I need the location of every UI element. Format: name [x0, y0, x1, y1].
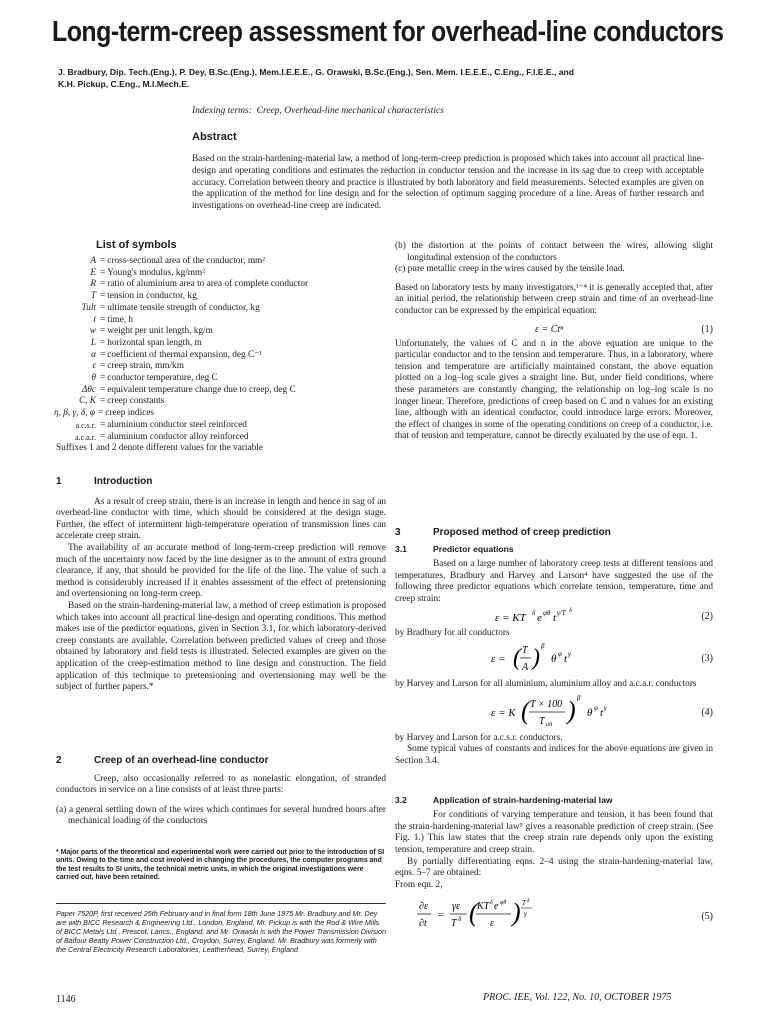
symbol-definition: ratio of aluminium area to area of complete conductor	[107, 279, 309, 290]
svg-text:∂ε: ∂ε	[419, 901, 428, 913]
paper-title: Long-term-creep assessment for overhead-line conductors	[52, 16, 724, 48]
journal-citation: PROC. IEE, Vol. 122, No. 10, OCTOBER 1975	[483, 992, 672, 1003]
paragraph: From eqn. 2,	[395, 879, 443, 890]
symbol: η, β, γ, δ, φ	[54, 408, 95, 419]
svg-text:γ/T: γ/T	[557, 608, 566, 617]
symbol: α	[91, 349, 96, 360]
equation-1	[395, 321, 713, 339]
symbol: ε	[92, 361, 96, 372]
svg-text:ε: ε	[490, 918, 494, 930]
equals-sign: =	[100, 384, 106, 395]
paper-info: Paper 7520P, first received 25th February and in final form 18th June 1975 Mr. Bradbury and Mr. Dey are with BICC Research & Engineering Ltd., London, England, Mr. Pickup is with the Rod & Wire Mills of BICC Metals Ltd., Prescot, Lancs., England, and Mr. Orawski is with the Power Transmission Division of Balfour Beatty Power Construction Ltd., Croydon, Surrey, England. Mr. Bradbury was formerly with the Central Electricity Research Laboratories, Leatherhead, Surrey, England	[56, 909, 386, 955]
equals-sign: =	[100, 431, 106, 442]
equals-sign: =	[100, 256, 106, 266]
equation-text: ε = Ctⁿ	[535, 323, 564, 335]
svg-text:ε =: ε =	[491, 653, 506, 666]
section-3	[395, 527, 713, 935]
svg-text:φ: φ	[558, 650, 562, 659]
svg-text:γ: γ	[604, 703, 607, 712]
svg-text:γε: γε	[452, 901, 460, 913]
symbol-row	[56, 315, 386, 327]
svg-text:t: t	[553, 611, 557, 624]
page-number: 1146	[56, 994, 76, 1005]
indexing-terms	[192, 106, 712, 116]
equals-sign: =	[100, 314, 106, 325]
paragraph: By partially differentiating eqns. 2–4 using the strain-hardening-material law, eqns. 5–7 are obtained:	[395, 856, 713, 879]
paragraph: Unfortunately, the values of C and n in the above equation are unique to the particular conductor and to the tension and temperature. Thus, in a laboratory, where tension and temperature are artificially maintained constant, the above equation plotted on a log–log scale gives a straight line. But, under field conditions, where these parameters are constantly changing, the relationship on log–log scale is no longer linear. Therefore, predictions of creep based on C and n values for an existing line, although with an identical conductor, could introduce large errors. Moreover, the effect of changes in some of the operating conditions on creep of a conductor, i.e. that of tension and temperature, cannot be directly evaluated by the use of eqn. 1.	[395, 338, 713, 442]
symbol-definition: creep strain, mm/km	[107, 361, 184, 372]
equation-4-formula	[491, 691, 711, 733]
symbol-row	[56, 432, 386, 444]
symbol-row	[56, 326, 386, 338]
paragraph: For conditions of varying temperature and tension, it has been found that the strain-hardening-material law⁵ gives a reasonable prediction of creep strain. (See Fig. 1.) This law states that the creep strain rate depends only upon the existing tension, temperature and creep strain.	[395, 810, 713, 855]
equals-sign: =	[100, 419, 106, 430]
symbol-row	[56, 408, 386, 420]
equation-number: (5)	[701, 911, 713, 923]
section-2-continued	[395, 241, 713, 443]
svg-text:(: (	[521, 695, 530, 725]
symbol-row	[56, 291, 386, 303]
symbol-definition: horizontal span length, m	[107, 337, 202, 348]
svg-text:φ: φ	[594, 703, 598, 712]
symbol-row	[56, 361, 386, 373]
svg-text:∂t: ∂t	[419, 918, 427, 930]
svg-text:T: T	[539, 715, 545, 727]
equation-number: (4)	[701, 706, 713, 718]
symbol-row	[56, 268, 386, 280]
section-1	[56, 476, 386, 694]
symbol: a.c.s.r.	[75, 420, 96, 430]
svg-text:θ: θ	[551, 653, 557, 666]
symbol-definition: weight per unit length, kg/m	[107, 326, 213, 337]
svg-text:T: T	[451, 918, 457, 930]
equals-sign: =	[98, 408, 104, 419]
symbol-row	[56, 279, 386, 291]
symbol-row	[56, 396, 386, 408]
abstract-body: Based on the strain-hardening-material law, a method of long-term-creep prediction is proposed which takes into account all practical line-design and operating conditions and estimates the reduction in conductor tension and the increase in its sag due to creep with acceptable accuracy. Correlation between theory and practice is illustrated by both laboratory and field measurements. Selected examples are given on the application of the method for line design and for the selection of optimum sagging procedure of a line. Areas of further research and investigations on overhead-line creep are indicated.	[192, 153, 704, 211]
symbol-definition: equivalent temperature change due to creep, deg C	[107, 384, 296, 395]
symbol-definition: creep indices	[105, 408, 155, 419]
section-heading: Proposed method of creep prediction	[433, 527, 611, 538]
equation-5	[395, 895, 713, 935]
symbol-definition: coefficient of thermal expansion, deg C⁻¹	[107, 349, 262, 360]
paragraph: Based on the strain-hardening-material law, a method of creep estimation is proposed which takes into account all practical line-design and operating conditions. This method makes use of the predictor equations, given in Section 3.1, for which laboratory-derived creep constants are available. Correlation between predicted values of creep and those obtained by laboratory and field tests is illustrated. Selected examples are given on the application of the creep-estimation method to line design and construction. The field application of this technique to pretensioning and overtensioning may well be the subject of further papers.*	[56, 600, 386, 693]
symbol: R	[90, 279, 96, 290]
equals-sign: =	[100, 279, 106, 290]
symbol-definition: aluminium conductor steel reinforced	[107, 419, 247, 430]
svg-text:φθ: φθ	[543, 608, 551, 617]
symbol-definition: cross-sectional area of the conductor, mm²	[107, 256, 266, 266]
symbol: t	[93, 314, 96, 325]
svg-text:T: T	[522, 645, 528, 657]
equation-3	[395, 639, 713, 679]
svg-text:γ: γ	[568, 650, 571, 659]
footnote: * Major parts of the theoretical and experimental work were carried out prior to the introduction of SI units. Owing to the time and cost involved in changing the procedures, the computer programs and the test results to SI units, the technical metric units, in which the original investigations were carried out, have been retained.	[56, 849, 385, 882]
equals-sign: =	[100, 373, 106, 384]
abstract-heading: Abstract	[192, 131, 237, 143]
svg-text:T: T	[522, 899, 526, 908]
symbol-row	[56, 338, 386, 350]
footnote-rule	[56, 903, 386, 904]
svg-text:KT: KT	[477, 901, 490, 913]
equation-note: by Bradbury for all conductors	[395, 627, 510, 638]
paragraph: Some typical values of constants and indices for the above equations are given in Section 3.4.	[395, 744, 713, 766]
symbol-definition: creep constants	[107, 396, 165, 407]
svg-text:δ: δ	[532, 608, 536, 617]
svg-text:t: t	[564, 653, 568, 666]
equals-sign: =	[100, 326, 106, 337]
svg-text:δ: δ	[490, 900, 493, 907]
list-item-a: (a) a general settling down of the wires which continues for several hundred hours after mechanical loading of the conductors	[56, 804, 386, 827]
subsection-number: 3.2	[395, 794, 407, 805]
section-number: 1	[56, 476, 62, 487]
subsection-heading: Application of strain-hardening-material law	[433, 794, 613, 805]
symbol-row	[56, 385, 386, 397]
equation-note: by Harvey and Larson for all aluminium, aluminium alloy and a.c.a.r. conductors	[395, 679, 697, 690]
equation-note: by Harvey and Larson for a.c.s.r. conductors.	[395, 732, 563, 743]
list-item-b: (b) the distortion at the points of contact between the wires, allowing slight longitudinal extension of the conductors	[395, 241, 713, 263]
indexing-value: Creep, Overhead-line mechanical characteristics	[256, 106, 444, 116]
equals-sign: =	[100, 396, 106, 407]
svg-text:ε = KT: ε = KT	[495, 611, 526, 624]
symbol: A	[90, 256, 96, 266]
svg-text:A: A	[522, 662, 529, 674]
symbol: E	[90, 267, 96, 278]
symbol-definition: tension in conductor, kg	[107, 291, 197, 302]
subsection-number: 3.1	[395, 543, 407, 554]
equation-4	[395, 691, 713, 733]
svg-text:(: (	[469, 898, 478, 928]
symbol: L	[90, 337, 96, 348]
svg-text:ε = K: ε = K	[491, 706, 516, 719]
indexing-label: Indexing terms:	[192, 106, 252, 116]
paragraph: Creep, also occasionally referred to as nonelastic elongation, of stranded conductors in service on a line consists of at least three parts:	[56, 773, 386, 796]
equals-sign: =	[100, 291, 106, 302]
equals-sign: =	[100, 349, 106, 360]
section-heading: Creep of an overhead-line conductor	[94, 755, 269, 766]
symbol-definition: time, h	[107, 314, 134, 325]
svg-text:e: e	[494, 901, 499, 913]
svg-text:ult: ult	[546, 721, 553, 728]
equals-sign: =	[100, 302, 106, 313]
symbols-list	[56, 256, 386, 455]
symbol-definition: aluminium conductor alloy reinforced	[107, 431, 249, 442]
symbol: Tult	[81, 302, 96, 313]
equals-sign: =	[100, 337, 106, 348]
author-line: J. Bradbury, Dip. Tech.(Eng.), P. Dey, B.Sc.(Eng.), Mem.I.E.E.E., G. Orawski, B.Sc.(Eng.), Sen. Mem. I.E.E.E., C.Eng., F.I.E.E., and	[58, 67, 575, 77]
paragraph: Based on laboratory tests by many investigators,¹⁻⁴ it is generally accepted that, after an initial period, the relationship between creep strain and time of an overhead-line conductor can be expressed by the empirical equation:	[395, 282, 713, 316]
svg-text:): )	[512, 898, 521, 928]
svg-text:=: =	[437, 909, 445, 922]
symbol: Δθc	[81, 384, 96, 395]
section-2	[56, 755, 386, 828]
equation-5-formula	[417, 895, 647, 935]
svg-text:T × 100: T × 100	[530, 698, 563, 710]
symbol-definition: conductor temperature, deg C	[107, 373, 218, 384]
equals-sign: =	[100, 267, 106, 278]
section-heading: Introduction	[94, 476, 153, 487]
svg-text:γ: γ	[524, 910, 527, 919]
author-line: K.H. Pickup, C.Eng., M.I.Mech.E.	[58, 79, 190, 89]
symbol: a.c.a.r.	[75, 432, 96, 442]
section-number: 2	[56, 755, 62, 766]
symbol: T	[90, 291, 96, 302]
subsection-heading: Predictor equations	[433, 543, 514, 554]
svg-text:e: e	[537, 611, 542, 624]
symbol: w	[89, 326, 96, 337]
paragraph: As a result of creep strain, there is an increase in length and hence in sag of an overhead-line conductor with time, which should be considered at the design stage. Further, the effect of intermittent high-temperature operation of transmission lines can accelerate creep strain.	[56, 496, 386, 542]
equation-2	[395, 606, 713, 628]
symbol: C, K	[78, 396, 96, 407]
svg-text:t: t	[600, 706, 604, 719]
symbol: θ	[91, 373, 96, 384]
svg-text:δ: δ	[527, 899, 530, 905]
symbol-row	[56, 256, 386, 268]
equation-2-formula	[495, 606, 695, 628]
author-list	[58, 66, 718, 90]
svg-text:): )	[567, 695, 576, 725]
equals-sign: =	[100, 361, 106, 372]
equation-number: (2)	[701, 610, 713, 622]
svg-text:β: β	[541, 642, 545, 651]
svg-text:β: β	[577, 693, 581, 702]
symbol-definition: Young's modulus, kg/mm²	[107, 267, 206, 278]
paragraph: The availability of an accurate method of long-term-creep prediction will remove much of the uncertainty now faced by the line designer as to the amount of extra ground clearance, if any, that should be provided for the life of the line. The value of such a method is considerably increased if it enables assessment of the effect of pretensioning and overtensioning on long-term creep.	[56, 542, 386, 600]
symbol-row	[56, 303, 386, 315]
symbol-row	[56, 350, 386, 362]
equation-3-formula	[491, 639, 691, 679]
svg-text:(: (	[513, 645, 521, 672]
symbol-row	[56, 420, 386, 432]
symbols-suffixes: Suffixes 1 and 2 denote different values for the variable	[56, 443, 263, 454]
svg-text:δ: δ	[458, 915, 462, 924]
svg-text:φθ: φθ	[500, 900, 507, 907]
symbol-definition: ultimate tensile strength of conductor, kg	[107, 302, 260, 313]
symbols-heading: List of symbols	[96, 239, 177, 251]
svg-text:θ: θ	[587, 706, 593, 719]
equation-number: (1)	[701, 323, 713, 335]
equation-number: (3)	[701, 653, 713, 665]
svg-text:): )	[532, 645, 540, 672]
list-item-c: (c) pure metallic creep in the wires caused by the tensile load.	[395, 264, 625, 275]
symbol-row	[56, 373, 386, 385]
section-number: 3	[395, 527, 401, 538]
paragraph: Based on a large number of laboratory creep tests at different tensions and temperatures, Bradbury and Harvey and Larson⁴ have suggested the use of the following three predictor equations which correlate tension, temperature, time and creep strain:	[395, 559, 713, 604]
svg-text:δ: δ	[569, 607, 572, 614]
